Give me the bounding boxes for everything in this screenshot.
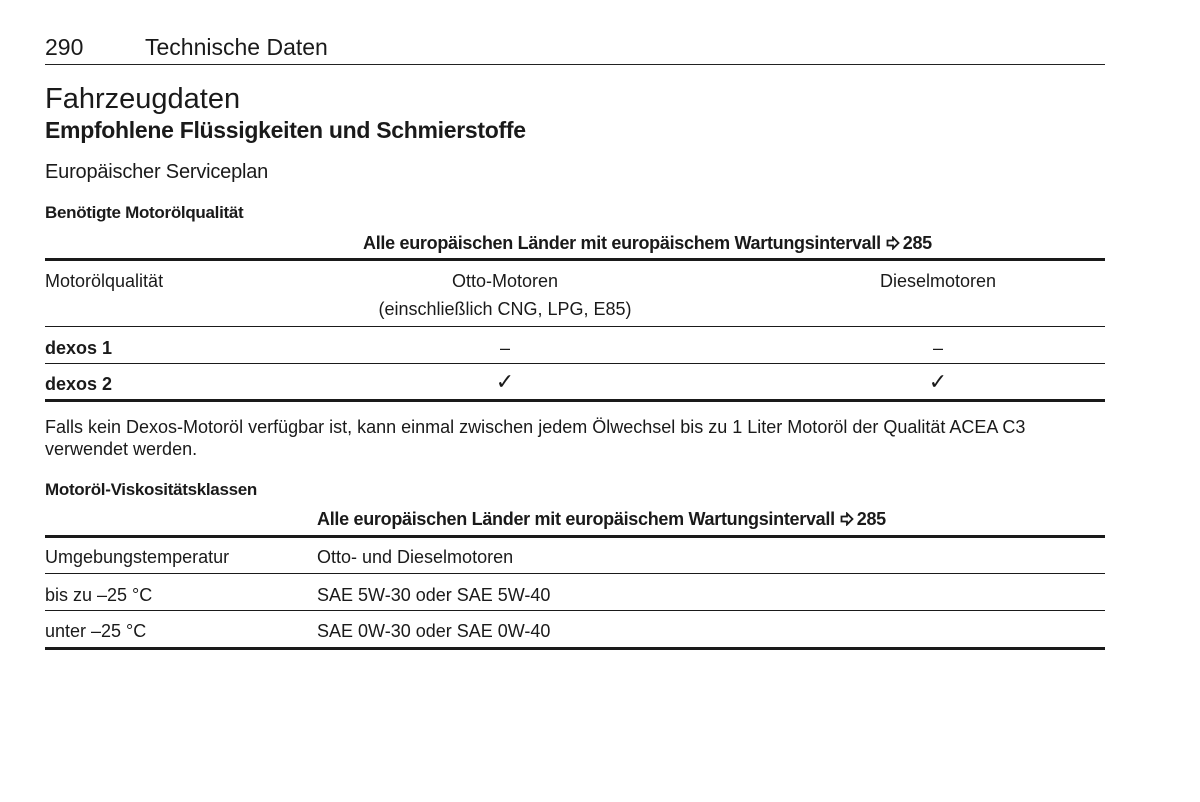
table-cell-diesel: – — [932, 338, 943, 358]
column-header-oil-quality: Motorölqualität — [45, 271, 164, 291]
table-cell-petrol: – — [499, 338, 510, 358]
section-subtitle: Empfohlene Flüssigkeiten und Schmierstoffe — [45, 117, 526, 143]
column-header-petrol: Otto-Motoren — [451, 271, 559, 291]
chapter-title: Technische Daten — [145, 34, 328, 60]
section-title: Fahrzeugdaten — [45, 83, 241, 115]
table-cell-grade: SAE 0W-30 oder SAE 0W-40 — [317, 621, 551, 641]
table-cell-grade: SAE 5W-30 oder SAE 5W-40 — [317, 585, 551, 605]
header-rule — [45, 573, 1105, 574]
check-mark-icon: ✓ — [495, 369, 515, 394]
row-rule — [45, 363, 1105, 364]
page-number: 290 — [45, 34, 84, 60]
column-header-engines: Otto- und Dieselmotoren — [317, 547, 514, 567]
table-cell-temperature: unter –25 °C — [45, 621, 147, 641]
table-top-rule — [45, 535, 1105, 538]
table-cell-temperature: bis zu –25 °C — [45, 585, 153, 605]
running-header — [45, 34, 1105, 65]
oil-quality-heading: Benötigte Motorölqualität — [45, 203, 244, 222]
table-top-rule — [45, 258, 1105, 261]
arrow-right-outline-icon — [886, 231, 900, 255]
caption-text: Alle europäischen Länder mit europäischem Wartungsintervall — [363, 233, 881, 253]
caption-page-ref[interactable]: 285 — [856, 509, 886, 529]
viscosity-caption — [317, 507, 886, 531]
table-row-name: dexos 2 — [45, 374, 113, 394]
caption-page-ref[interactable]: 285 — [902, 233, 932, 253]
column-header-temperature: Umgebungstemperatur — [45, 547, 230, 567]
column-header-diesel: Dieselmotoren — [879, 271, 997, 291]
oil-quality-caption — [363, 231, 932, 255]
table-bottom-rule — [45, 647, 1105, 650]
caption-text: Alle europäischen Länder mit europäischem Wartungsintervall — [317, 509, 835, 529]
check-mark-icon: ✓ — [928, 369, 948, 394]
header-rule — [45, 326, 1105, 327]
fallback-oil-note: Falls kein Dexos-Motoröl verfügbar ist, kann einmal zwischen jedem Ölwechsel bis zu 1 Liter Motoröl der Qualität ACEA C3 verwendet werden. — [45, 417, 1026, 459]
table-row-name: dexos 1 — [45, 338, 113, 358]
viscosity-heading: Motoröl-Viskositätsklassen — [45, 480, 258, 499]
column-header-petrol-note: (einschließlich CNG, LPG, E85) — [378, 299, 632, 319]
row-rule — [45, 610, 1105, 611]
table-bottom-rule — [45, 399, 1105, 402]
arrow-right-outline-icon — [840, 507, 854, 531]
service-plan-heading: Europäischer Serviceplan — [45, 161, 269, 183]
